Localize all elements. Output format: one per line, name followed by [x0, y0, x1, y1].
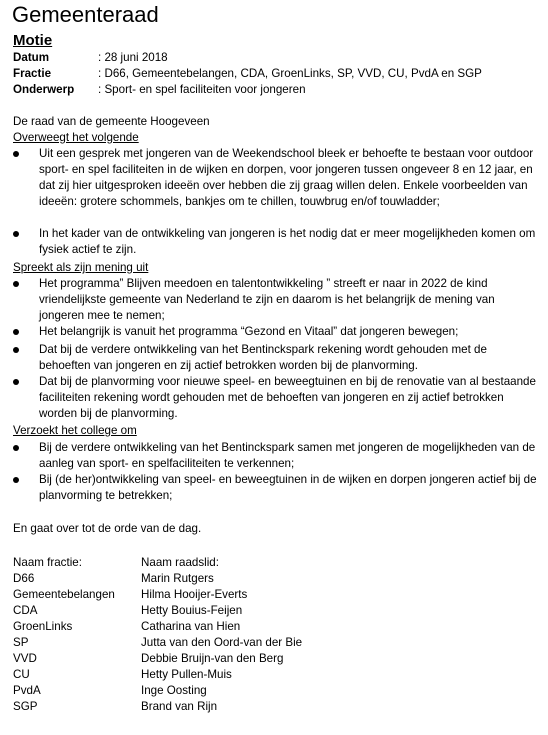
list-item-text: Dat bij de planvorming voor nieuwe speel- en beweegtuinen en bij de renovatie van al bestaande faciliteiten rekening wordt gehouden met de behoeften van jongeren en zij actief betrokken worden bij de planvorming. — [39, 375, 536, 420]
column-header-member: Naam raadslid: — [141, 556, 219, 569]
list-item-text: Het belangrijk is vanuit het programma “Gezond en Vitaal” dat jongeren bewegen; — [39, 325, 459, 338]
list-item — [13, 146, 538, 226]
list-item-text: In het kader van de ontwikkeling van jongeren is het nodig dat er meer mogelijkheden komen om fysiek actief te zijn. — [39, 227, 536, 256]
list-item-text: Uit een gesprek met jongeren van de Weekendschool bleek er behoefte te bestaan voor outdoor sport- en spel faciliteiten in de wijken en dorpen, voor jongeren tussen ongeveer 8 en 12 jaar, en dat zij hier uitgesproken ideeën over hebben die zij graag willen delen. Enkele voorbeelden van ideeën: grotere schommels, bankjes om te chillen, touwbrug en/of touwladder; — [39, 147, 534, 208]
party-cell: CDA — [13, 604, 38, 617]
member-cell: Jutta van den Oord-van der Bie — [141, 636, 303, 649]
party-cell: PvdA — [13, 684, 41, 697]
list-item-text: Dat bij de verdere ontwikkeling van het Bentinckspark rekening wordt gehouden met de behoeften van jongeren en zij actief betrokken worden bij de planvorming. — [39, 343, 487, 372]
column-header-party: Naam fractie: — [13, 556, 82, 569]
list-item-text: Het programma” Blijven meedoen en talentontwikkeling ” streeft er naar in 2022 de kind vriendelijkste gemeente van Nederland te zijn en daarom is het belangrijk de mening van jongeren mee te nemen; — [39, 277, 495, 322]
meta-label: Onderwerp — [13, 83, 75, 96]
party-cell: CU — [13, 668, 30, 681]
section-heading-overweegt: Overweegt het volgende — [13, 131, 139, 144]
member-cell: Hetty Bouius-Feijen — [141, 604, 243, 617]
member-cell: Catharina van Hien — [141, 620, 241, 633]
party-cell: Gemeentebelangen — [13, 588, 115, 601]
member-cell: Debbie Bruijn-van den Berg — [141, 652, 284, 665]
party-cell: GroenLinks — [13, 620, 73, 633]
list-item — [13, 324, 538, 340]
meta-label: Fractie — [13, 67, 52, 80]
party-cell: SGP — [13, 700, 38, 713]
bullet-icon — [13, 445, 19, 451]
page-title: Gemeenteraad — [12, 2, 159, 27]
meta-value: : D66, Gemeentebelangen, CDA, GroenLinks, SP, VVD, CU, PvdA en SGP — [98, 67, 482, 80]
document-type-heading: Motie — [13, 32, 53, 49]
list-item — [13, 342, 538, 374]
member-cell: Hetty Pullen-Muis — [141, 668, 232, 681]
list-item — [13, 440, 538, 472]
list-item — [13, 276, 538, 324]
list-item-text: Bij de verdere ontwikkeling van het Bentinckspark samen met jongeren de mogelijkheden van de aanleg van sport- en spelfaciliteiten te verkennen; — [39, 441, 536, 470]
party-cell: VVD — [13, 652, 37, 665]
meta-value: : Sport- en spel faciliteiten voor jongeren — [98, 83, 306, 96]
party-cell: D66 — [13, 572, 35, 585]
meta-value: : 28 juni 2018 — [98, 51, 168, 64]
intro-text: De raad van de gemeente Hoogeveen — [13, 115, 210, 128]
list-item — [13, 226, 538, 258]
member-cell: Hilma Hooijer-Everts — [141, 588, 248, 601]
list-item — [13, 374, 538, 422]
section-heading-verzoekt: Verzoekt het college om — [13, 424, 137, 437]
party-cell: SP — [13, 636, 29, 649]
bullet-icon — [13, 281, 19, 287]
meta-label: Datum — [13, 51, 50, 64]
bullet-icon — [13, 329, 19, 335]
section-heading-spreekt: Spreekt als zijn mening uit — [13, 261, 149, 274]
bullet-icon — [13, 379, 19, 385]
list-item — [13, 472, 538, 504]
list-item-text: Bij (de her)ontwikkeling van speel- en beweegtuinen in de wijken en dorpen jongeren actief bij de planvorming te betrekken; — [39, 473, 537, 502]
bullet-icon — [13, 151, 19, 157]
member-cell: Marin Rutgers — [141, 572, 214, 585]
closing-text: En gaat over tot de orde van de dag. — [13, 522, 202, 535]
bullet-icon — [13, 347, 19, 353]
member-cell: Brand van Rijn — [141, 700, 218, 713]
member-cell: Inge Oosting — [141, 684, 207, 697]
bullet-icon — [13, 477, 19, 483]
bullet-icon — [13, 231, 19, 237]
